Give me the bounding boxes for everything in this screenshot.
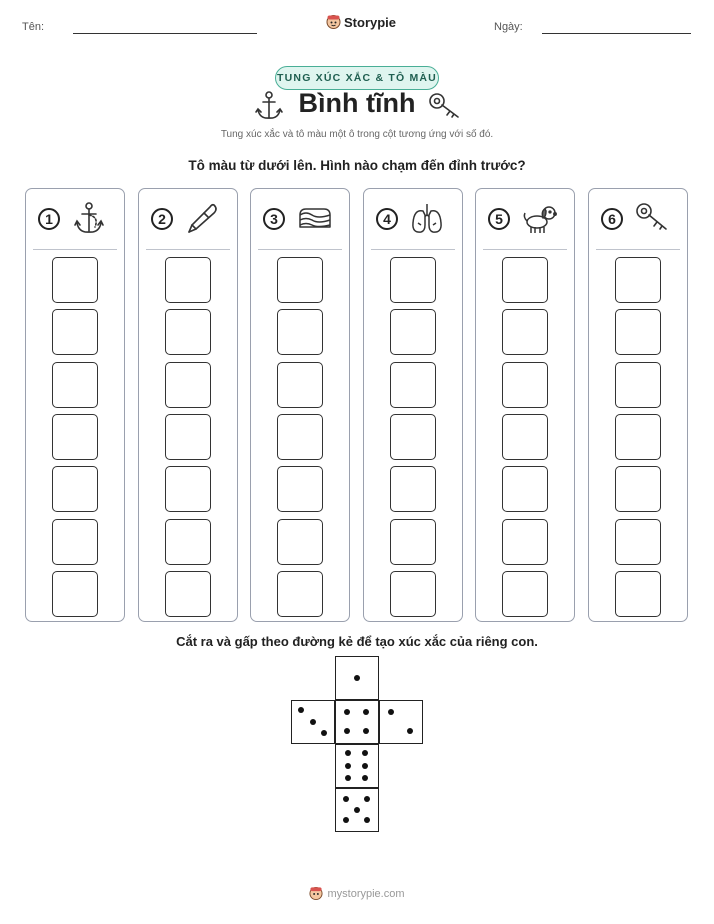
column-divider [33, 249, 117, 250]
footer-url: mystorypie.com [327, 887, 405, 900]
dice-pip [363, 728, 369, 734]
color-box[interactable] [52, 571, 98, 617]
dice-pip [354, 807, 360, 813]
color-box[interactable] [615, 571, 661, 617]
column-divider [596, 249, 680, 250]
column-divider [483, 249, 567, 250]
color-box[interactable] [390, 571, 436, 617]
color-box[interactable] [277, 571, 323, 617]
column-divider [258, 249, 342, 250]
dice-face-6 [335, 744, 379, 788]
dice-pip [362, 750, 368, 756]
color-box[interactable] [390, 309, 436, 355]
color-box[interactable] [615, 466, 661, 512]
puppy-icon [521, 201, 557, 237]
date-line[interactable] [542, 33, 691, 34]
dice-pip [345, 750, 351, 756]
column-number: 5 [488, 208, 510, 230]
dice-pip [362, 763, 368, 769]
color-box[interactable] [615, 362, 661, 408]
dice-pip [388, 709, 394, 715]
color-box[interactable] [165, 414, 211, 460]
color-box[interactable] [502, 362, 548, 408]
dice-pip [364, 817, 370, 823]
color-box[interactable] [277, 309, 323, 355]
key-title-icon [428, 92, 462, 120]
color-box[interactable] [502, 309, 548, 355]
date-label: Ngày: [494, 21, 523, 33]
color-box[interactable] [615, 309, 661, 355]
folded-towel-icon [296, 201, 332, 237]
color-box[interactable] [165, 362, 211, 408]
color-box[interactable] [277, 466, 323, 512]
color-box[interactable] [165, 309, 211, 355]
dice-pip [364, 796, 370, 802]
color-box[interactable] [390, 362, 436, 408]
color-box[interactable] [52, 362, 98, 408]
dice-pip [407, 728, 413, 734]
color-box[interactable] [502, 571, 548, 617]
color-box[interactable] [502, 414, 548, 460]
color-box[interactable] [390, 414, 436, 460]
storypie-mascot-icon [309, 886, 323, 901]
dice-face-4 [335, 700, 379, 744]
storypie-mascot-icon [326, 14, 341, 30]
key-icon [634, 201, 670, 237]
color-box[interactable] [390, 466, 436, 512]
color-box[interactable] [52, 309, 98, 355]
dice-pip [344, 709, 350, 715]
color-box[interactable] [615, 519, 661, 565]
name-label: Tên: [22, 21, 45, 33]
dice-pip [298, 707, 304, 713]
column-number: 1 [38, 208, 60, 230]
dice-pip [345, 763, 351, 769]
color-box[interactable] [390, 519, 436, 565]
color-box[interactable] [277, 519, 323, 565]
color-box[interactable] [502, 466, 548, 512]
dice-face-1 [335, 656, 379, 700]
dice-pip [362, 775, 368, 781]
lungs-icon [409, 201, 445, 237]
color-box[interactable] [390, 257, 436, 303]
dice-pip [310, 719, 316, 725]
color-box[interactable] [165, 466, 211, 512]
color-box[interactable] [165, 257, 211, 303]
footer [0, 886, 714, 901]
color-box[interactable] [502, 519, 548, 565]
column-number: 6 [601, 208, 623, 230]
dice-pip [363, 709, 369, 715]
column-number: 4 [376, 208, 398, 230]
dice-pip [344, 728, 350, 734]
column-divider [146, 249, 230, 250]
cut-instruction: Cắt ra và gấp theo đường kẻ để tạo xúc xắc của riêng con. [176, 634, 538, 649]
column-number: 3 [263, 208, 285, 230]
color-box[interactable] [277, 414, 323, 460]
brand-name: Storypie [344, 14, 397, 30]
dice-pip [345, 775, 351, 781]
anchor-icon [71, 201, 107, 237]
color-box[interactable] [615, 257, 661, 303]
activity-pill: TUNG XÚC XẮC & TÔ MÀU [275, 66, 439, 90]
color-box[interactable] [52, 466, 98, 512]
dice-face-2 [379, 700, 423, 744]
color-box[interactable] [277, 362, 323, 408]
brand-logo [326, 14, 396, 30]
page-title: Bình tĩnh [298, 88, 416, 118]
color-box[interactable] [615, 414, 661, 460]
dice-pip [343, 796, 349, 802]
dice-pip [321, 730, 327, 736]
page-subtitle: Tung xúc xắc và tô màu một ô trong cột tương ứng với số đó. [220, 129, 494, 140]
color-box[interactable] [52, 519, 98, 565]
dice-pip [354, 675, 360, 681]
instruction-text: Tô màu từ dưới lên. Hình nào chạm đến đỉnh trước? [188, 158, 526, 173]
color-box[interactable] [165, 519, 211, 565]
dice-pip [343, 817, 349, 823]
color-box[interactable] [502, 257, 548, 303]
color-box[interactable] [52, 414, 98, 460]
column-number: 2 [151, 208, 173, 230]
color-box[interactable] [165, 571, 211, 617]
column-divider [371, 249, 455, 250]
dice-face-3 [291, 700, 335, 744]
color-box[interactable] [277, 257, 323, 303]
baseball-bat-icon [184, 201, 220, 237]
dice-face-5 [335, 788, 379, 832]
name-line[interactable] [73, 33, 257, 34]
color-box[interactable] [52, 257, 98, 303]
